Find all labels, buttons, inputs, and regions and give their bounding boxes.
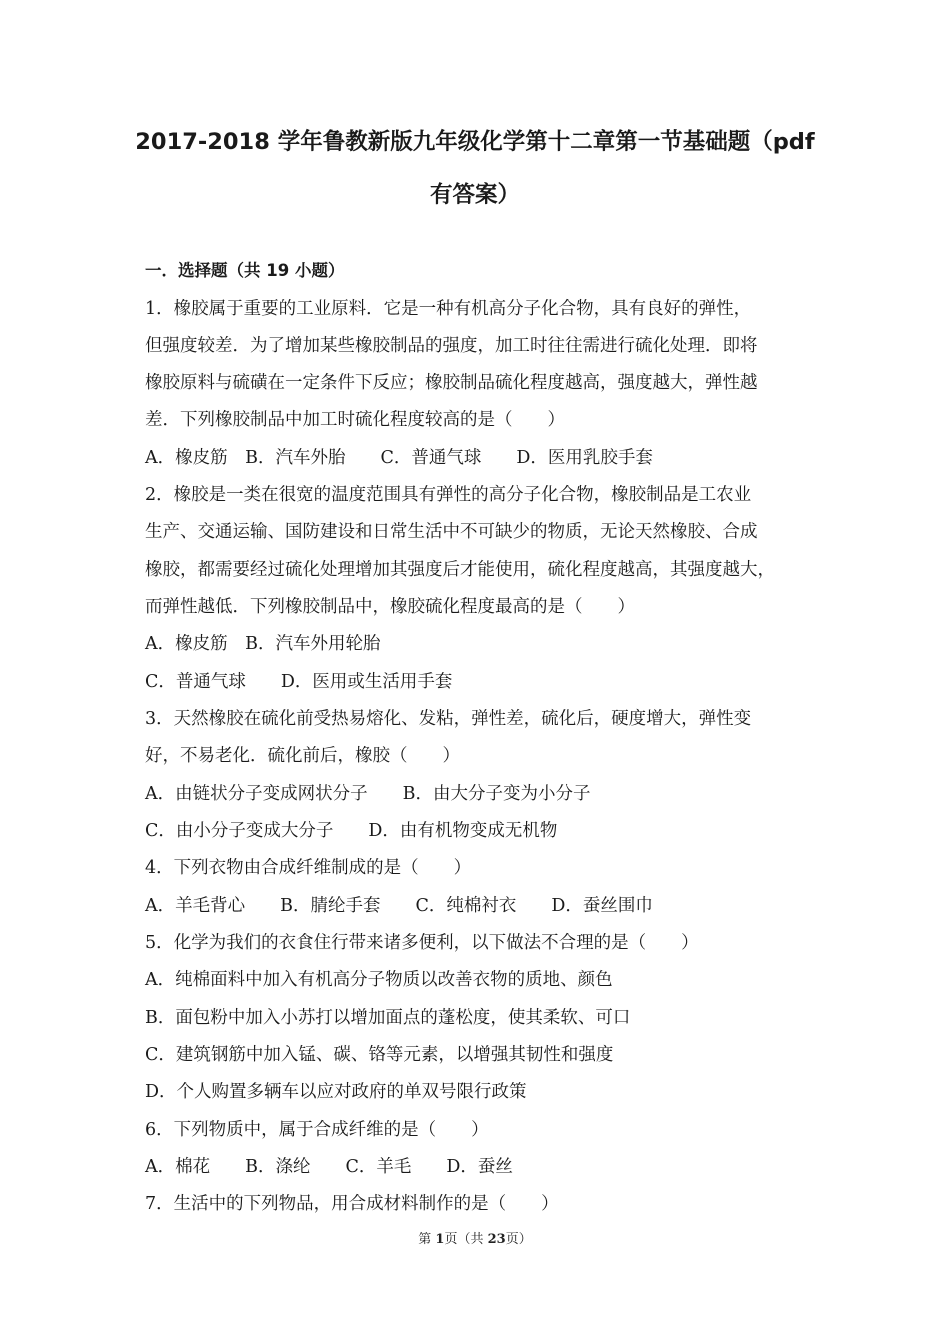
document-title-line-1: 2017-2018 学年鲁教新版九年级化学第十二章第一节基础题（pdf: [135, 129, 815, 155]
answer-options: A．橡皮筋 B．汽车外胎 C．普通气球 D．医用乳胶手套: [145, 448, 653, 468]
text-line: 但强度较差．为了增加某些橡胶制品的强度，加工时往往需进行硫化处理．即将: [145, 336, 758, 356]
text-line: 5．化学为我们的衣食住行带来诸多便利，以下做法不合理的是（ ）: [145, 933, 699, 953]
text-line: 7．生活中的下列物品，用合成材料制作的是（ ）: [145, 1194, 559, 1214]
footer-suffix: 页）: [505, 1232, 532, 1247]
footer-prefix: 第: [418, 1232, 436, 1247]
section-heading: 一．选择题（共 19 小题）: [145, 261, 345, 280]
current-page-number: 1: [435, 1232, 445, 1247]
answer-options: C．普通气球 D．医用或生活用手套: [145, 672, 453, 692]
text-line: 2．橡胶是一类在很宽的温度范围具有弹性的高分子化合物，橡胶制品是工农业: [145, 485, 752, 505]
answer-option: A．纯棉面料中加入有机高分子物质以改善衣物的质地、颜色: [145, 970, 613, 990]
text-line: 好，不易老化．硫化前后，橡胶（ ）: [145, 746, 460, 766]
answer-options: A．羊毛背心 B．腈纶手套 C．纯棉衬衣 D．蚕丝围巾: [145, 896, 653, 916]
page-footer: [0, 1228, 950, 1247]
document-title-line-2: 有答案）: [429, 182, 520, 208]
text-line: 生产、交通运输、国防建设和日常生活中不可缺少的物质，无论天然橡胶、合成: [145, 522, 758, 542]
answer-option: C．建筑钢筋中加入锰、碳、铬等元素，以增强其韧性和强度: [145, 1045, 614, 1065]
text-line: 6．下列物质中，属于合成纤维的是（ ）: [145, 1120, 489, 1140]
text-line: 3．天然橡胶在硫化前受热易熔化、发粘，弹性差，硫化后，硬度增大，弹性变: [145, 709, 752, 729]
answer-options: C．由小分子变成大分子 D．由有机物变成无机物: [145, 821, 558, 841]
text-line: 1．橡胶属于重要的工业原料．它是一种有机高分子化合物，具有良好的弹性，: [145, 299, 752, 319]
text-line: 橡胶，都需要经过硫化处理增加其强度后才能使用，硫化程度越高，其强度越大，: [145, 560, 775, 580]
answer-options: A．橡皮筋 B．汽车外用轮胎: [145, 634, 381, 654]
text-line: 差．下列橡胶制品中加工时硫化程度较高的是（ ）: [145, 410, 565, 430]
text-line: 橡胶原料与硫磺在一定条件下反应；橡胶制品硫化程度越高，强度越大，弹性越: [145, 373, 758, 393]
answer-options: A．由链状分子变成网状分子 B．由大分子变为小分子: [145, 784, 591, 804]
answer-options: A．棉花 B．涤纶 C．羊毛 D．蚕丝: [145, 1157, 513, 1177]
text-line: 4．下列衣物由合成纤维制成的是（ ）: [145, 858, 472, 878]
answer-option: B．面包粉中加入小苏打以增加面点的蓬松度，使其柔软、可口: [145, 1008, 631, 1028]
text-line: 而弹性越低．下列橡胶制品中，橡胶硫化程度最高的是（ ）: [145, 597, 635, 617]
answer-option: D．个人购置多辆车以应对政府的单双号限行政策: [145, 1082, 527, 1102]
footer-middle: 页（共: [444, 1232, 488, 1247]
total-pages-number: 23: [487, 1232, 506, 1247]
